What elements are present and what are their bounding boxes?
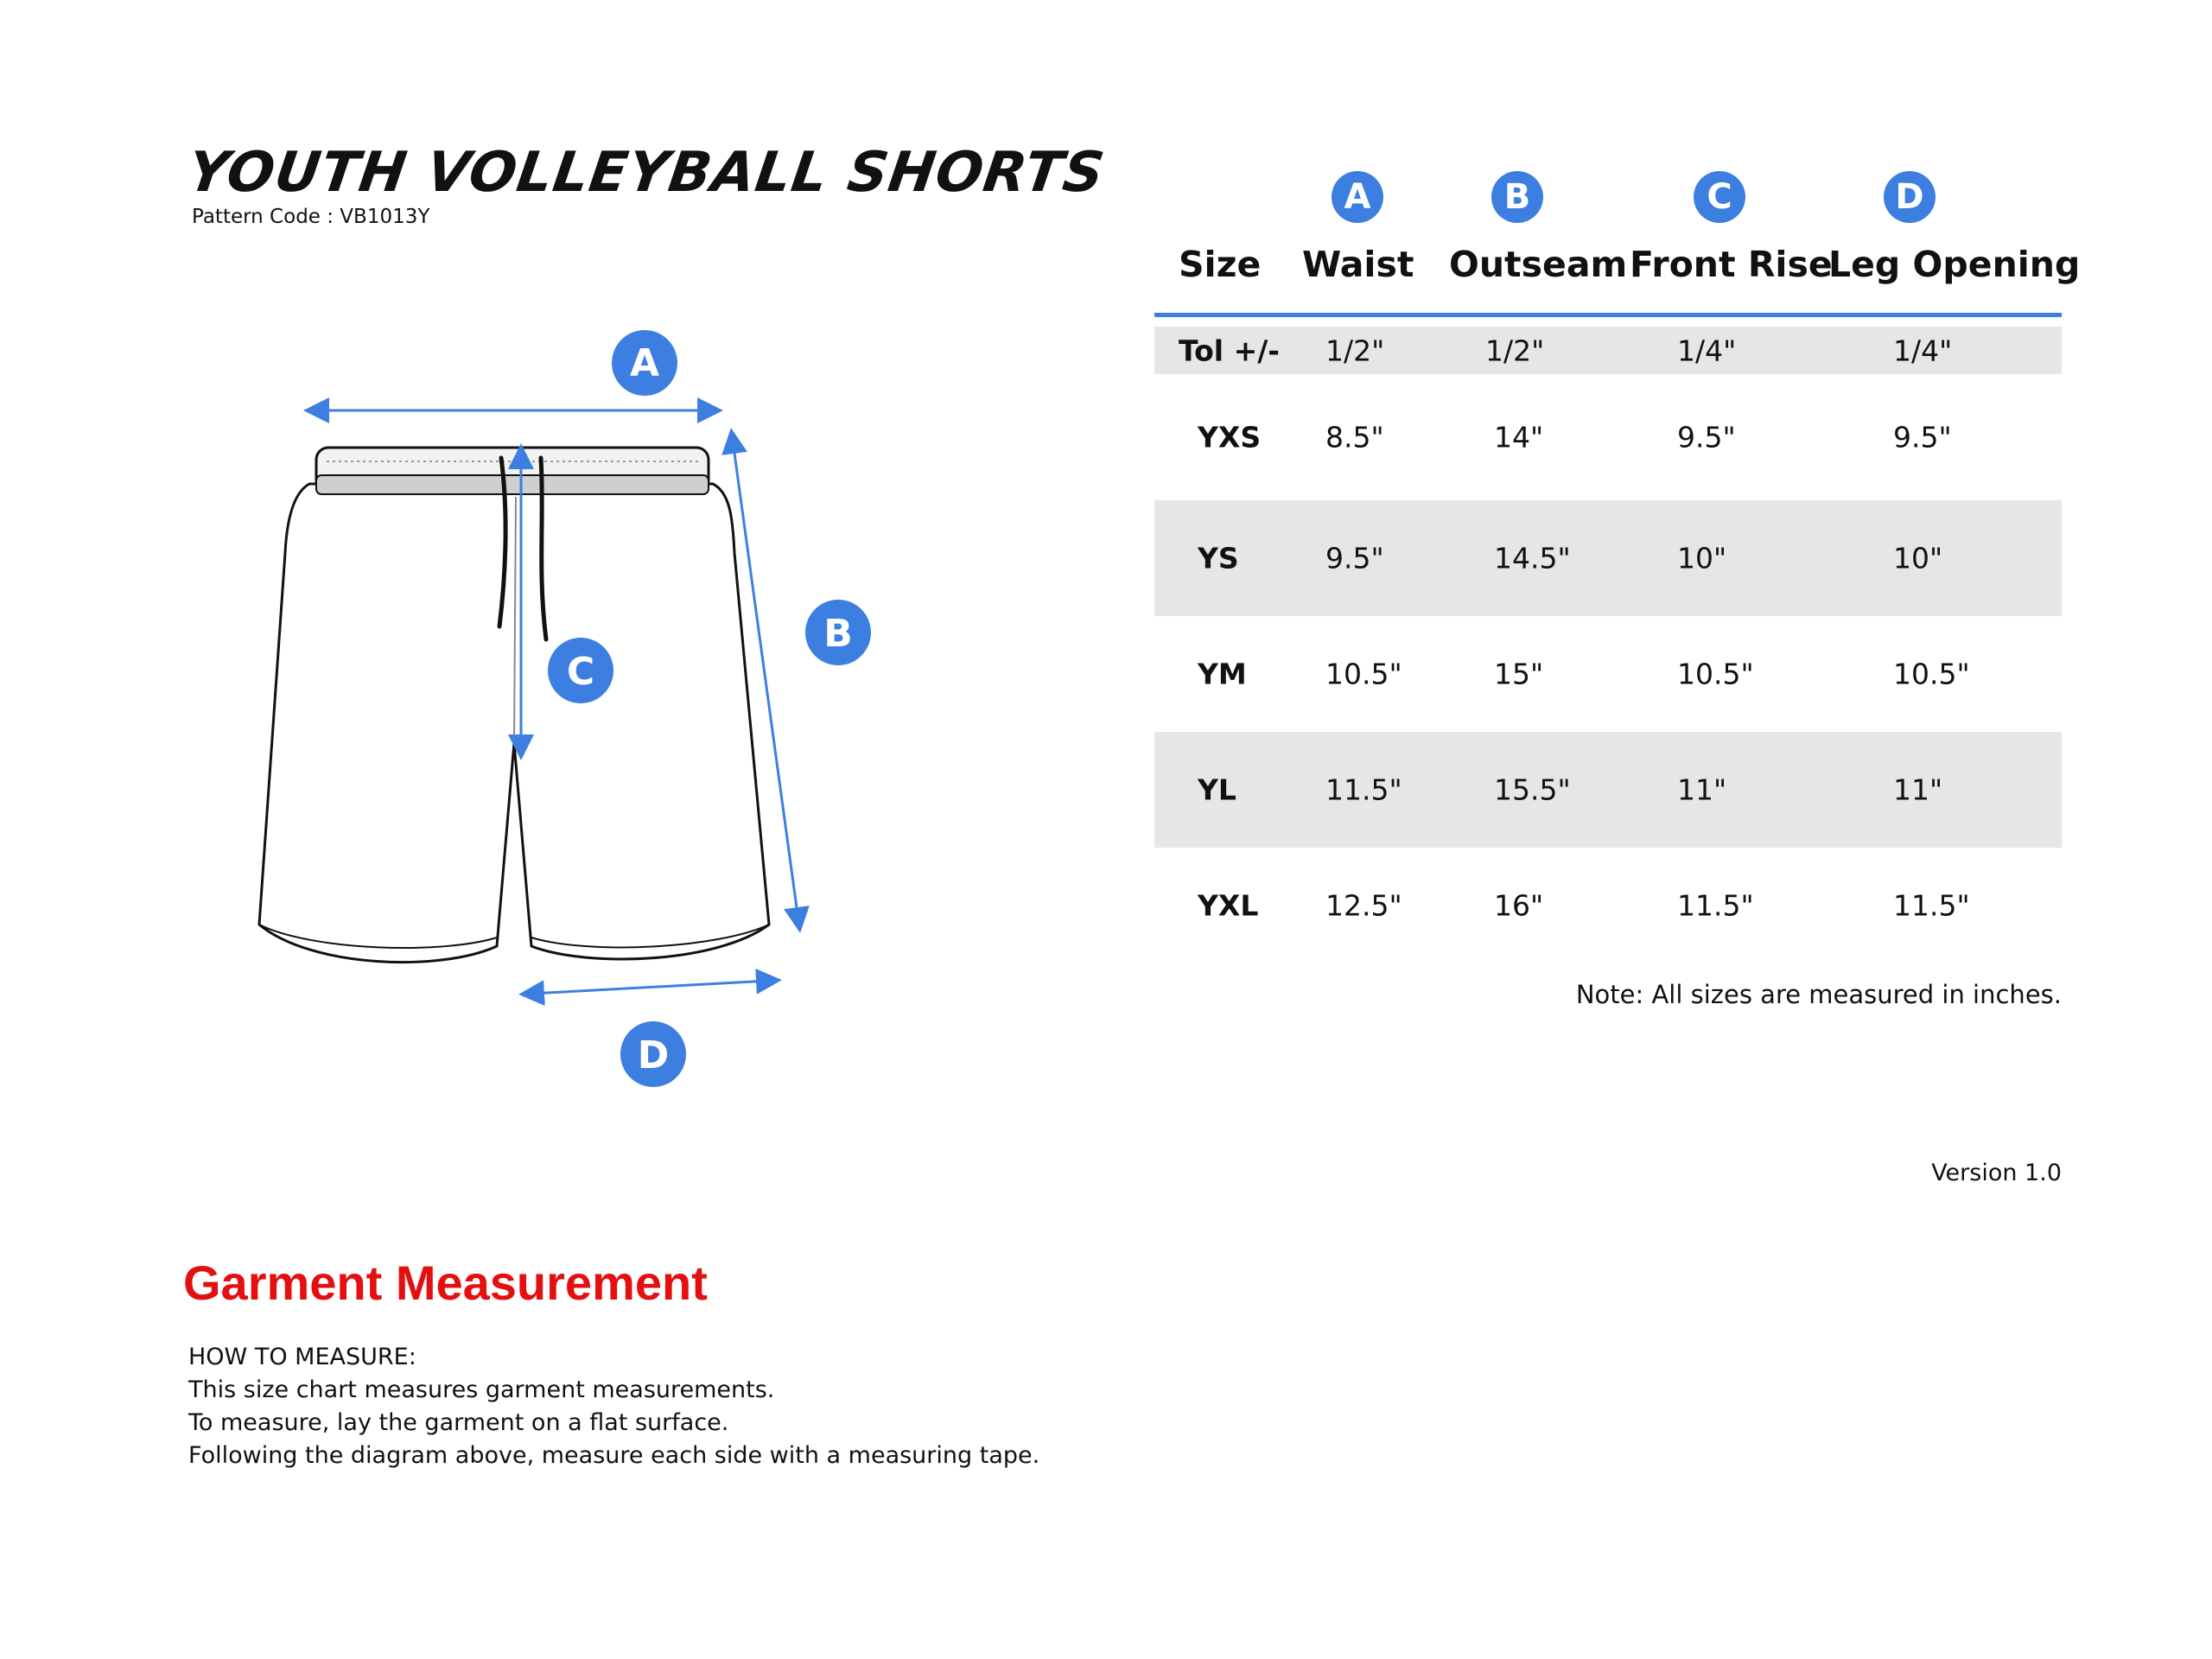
- front-rise-cell: 10.5": [1677, 657, 1754, 691]
- marker-c: [548, 638, 613, 703]
- waist-cell: 12.5": [1325, 888, 1402, 923]
- marker-a: [612, 330, 677, 396]
- leg-opening-cell: 10.5": [1893, 657, 1970, 691]
- outseam-cell: 14": [1494, 420, 1544, 454]
- table-row-tolerance: [1154, 327, 2062, 374]
- column-header-leg-opening: Leg Opening: [1828, 244, 2081, 285]
- front-rise-cell: 11.5": [1677, 888, 1754, 923]
- table-row: [1154, 500, 2062, 616]
- outseam-cell: 14.5": [1494, 541, 1571, 575]
- leg-opening-cell: 11.5": [1893, 888, 1970, 923]
- outseam-cell: 15.5": [1494, 772, 1571, 807]
- column-badge-b: B: [1491, 171, 1543, 223]
- column-header-outseam: Outseam: [1449, 244, 1628, 285]
- table-row: [1154, 848, 2062, 963]
- waist-cell: 1/2": [1325, 334, 1385, 367]
- front-rise-cell: 10": [1677, 541, 1727, 575]
- column-badge-d: D: [1884, 171, 1936, 223]
- leg-opening-cell: 9.5": [1893, 420, 1952, 454]
- column-header-waist: Waist: [1302, 244, 1414, 285]
- table-row: [1154, 732, 2062, 848]
- outseam-cell: 16": [1494, 888, 1544, 923]
- shorts-diagram: [233, 311, 925, 1115]
- outseam-cell: 15": [1494, 657, 1544, 691]
- leg-opening-cell: 11": [1893, 772, 1943, 807]
- header-rule: [1154, 313, 2062, 317]
- waist-cell: 11.5": [1325, 772, 1402, 807]
- waist-cell: 10.5": [1325, 657, 1402, 691]
- page-title: YOUTH VOLLEYBALL SHORTS: [183, 141, 1109, 205]
- table-row: [1154, 616, 2062, 732]
- how-to-measure: [188, 1341, 1039, 1472]
- svg-text:A: A: [629, 341, 660, 385]
- size-cell: YXL: [1198, 888, 1259, 923]
- table-note: Note: All sizes are measured in inches.: [1575, 980, 2062, 1009]
- how-to-line: To measure, lay the garment on a flat surface.: [188, 1409, 729, 1436]
- waistband: [316, 448, 709, 494]
- front-rise-cell: 11": [1677, 772, 1727, 807]
- front-rise-cell: 9.5": [1677, 420, 1736, 454]
- size-cell: YXS: [1198, 420, 1262, 454]
- size-cell: YL: [1198, 772, 1236, 807]
- pattern-code: Pattern Code : VB1013Y: [192, 206, 430, 228]
- waist-cell: 9.5": [1325, 541, 1384, 575]
- section-title: Garment Measurement: [183, 1255, 708, 1310]
- size-cell: Tol +/-: [1179, 334, 1280, 367]
- size-cell: YS: [1198, 541, 1239, 575]
- leg-opening-cell: 1/4": [1893, 334, 1953, 367]
- svg-text:C: C: [566, 650, 595, 694]
- leg-opening-cell: 10": [1893, 541, 1943, 575]
- front-rise-cell: 1/4": [1677, 334, 1737, 367]
- how-to-line: This size chart measures garment measurements.: [188, 1376, 775, 1403]
- marker-b: [805, 600, 871, 665]
- column-header-size: Size: [1179, 244, 1262, 285]
- outseam-cell: 1/2": [1485, 334, 1545, 367]
- how-to-line: Following the diagram above, measure each side with a measuring tape.: [188, 1442, 1040, 1469]
- waist-cell: 8.5": [1325, 420, 1384, 454]
- how-to-line: HOW TO MEASURE:: [188, 1344, 416, 1370]
- column-badge-a: A: [1332, 171, 1383, 223]
- svg-text:D: D: [637, 1033, 670, 1077]
- column-header-front-rise: Front Rise: [1630, 244, 1833, 285]
- measure-arrow-d: [531, 981, 769, 994]
- svg-text:B: B: [823, 612, 853, 656]
- marker-d: [620, 1021, 686, 1087]
- column-badge-c: C: [1694, 171, 1745, 223]
- size-cell: YM: [1198, 657, 1247, 691]
- table-row: [1154, 374, 2062, 500]
- version-label: Version 1.0: [1931, 1160, 2062, 1186]
